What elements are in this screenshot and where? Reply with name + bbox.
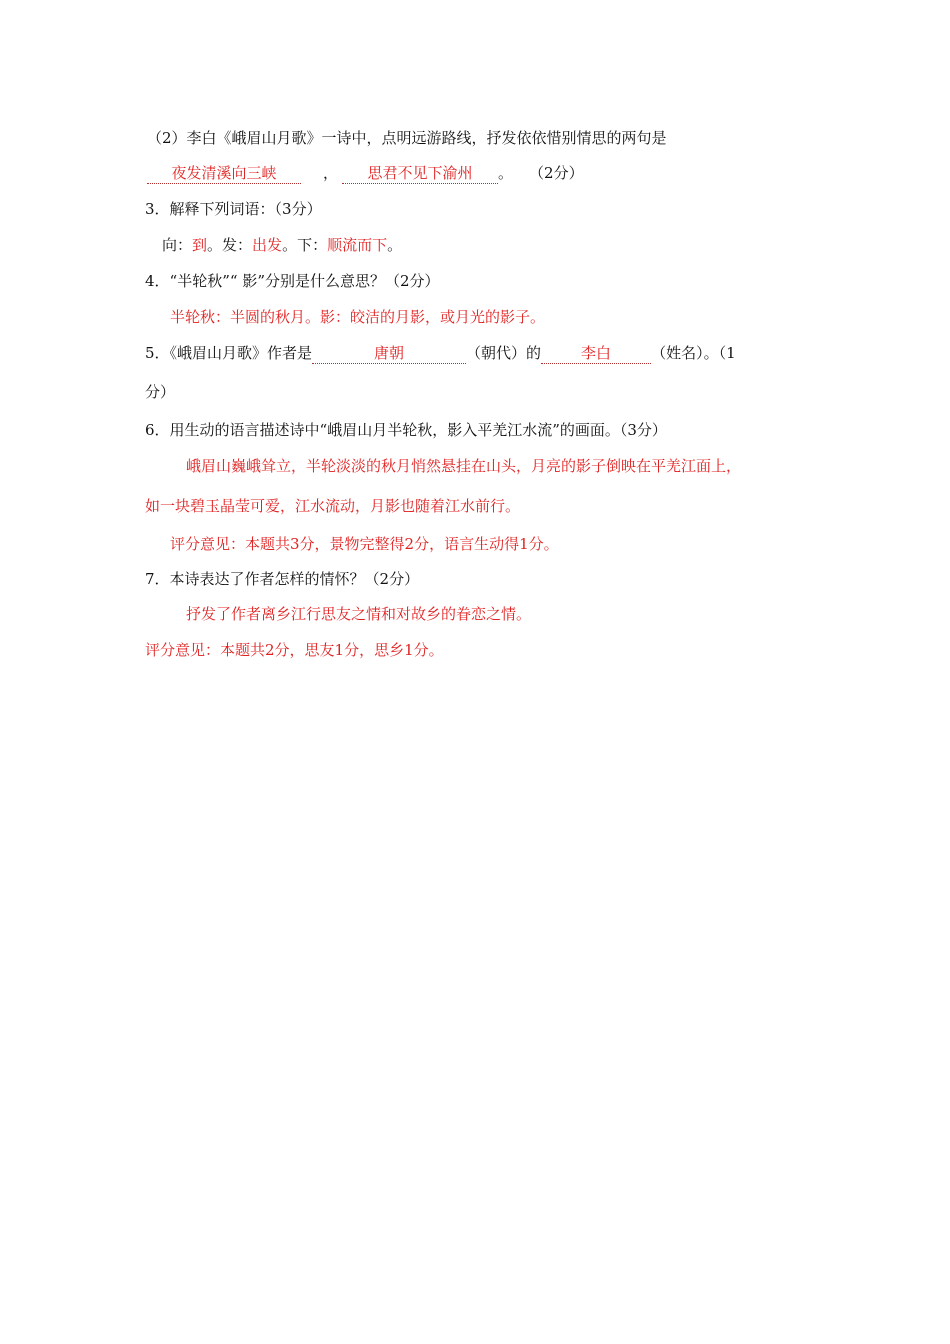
q2-2-answer-line: [147, 163, 584, 184]
q5-mid: （朝代）的: [466, 344, 542, 362]
q5-answer-1: 唐朝: [374, 344, 405, 362]
q5-blank-1: [312, 343, 466, 364]
q6-answer-line-2: 如一块碧玉晶莹可爱，江水流动，月影也随着江水前行。: [145, 497, 521, 515]
q3-end: 。: [387, 236, 403, 254]
q2-2-prompt: （2）李白《峨眉山月歌》一诗中，点明远游路线，抒发依依惜别情思的两句是: [147, 129, 667, 147]
q2-2-separator: ，: [323, 164, 339, 182]
q5-suffix: （姓名）。（1: [651, 344, 736, 362]
q5-prefix: 5．《峨眉山月歌》作者是: [145, 344, 313, 362]
q3-fa-answer: 出发: [252, 236, 283, 254]
q2-2-end: 。: [498, 164, 514, 182]
q7-prompt: 7．本诗表达了作者怎样的情怀？（2分）: [145, 570, 420, 588]
q4-prompt: 4．“半轮秋”“ 影”分别是什么意思？（2分）: [145, 272, 440, 290]
q3-xiang-label: 向：: [162, 236, 193, 254]
q2-2-blank-2: [342, 163, 498, 184]
q7-scoring: 评分意见：本题共2分，思友1分，思乡1分。: [145, 641, 444, 659]
q2-2-answer-1: 夜发清溪向三峡: [171, 164, 277, 182]
q6-scoring: 评分意见：本题共3分，景物完整得2分，语言生动得1分。: [170, 535, 559, 553]
q3-xia-label: 。下：: [282, 236, 328, 254]
q6-answer-line-1: 峨眉山巍峨耸立，半轮淡淡的秋月悄然悬挂在山头，月亮的影子倒映在平羌江面上，: [186, 457, 742, 475]
q3-fa-label: 。发：: [207, 236, 253, 254]
q6-prompt: 6．用生动的语言描述诗中“峨眉山月半轮秋，影入平羌江水流”的画面。（3分）: [145, 421, 667, 439]
q2-2-answer-2: 思君不见下渝州: [367, 164, 473, 182]
q5-blank-2: [541, 343, 651, 364]
q5-answer-2: 李白: [581, 344, 612, 362]
q5-suffix-2: 分）: [145, 383, 176, 401]
q3-prompt: 3．解释下列词语：（3分）: [145, 200, 322, 218]
q2-2-score: （2分）: [529, 164, 584, 182]
q5-line: [145, 343, 736, 364]
q3-xia-answer: 顺流而下: [327, 236, 388, 254]
q2-2-blank-1: [147, 163, 301, 184]
q3-answer-line: [162, 235, 402, 255]
q3-xiang-answer: 到: [192, 236, 208, 254]
q4-answer: 半轮秋：半圆的秋月。影：皎洁的月影，或月光的影子。: [170, 308, 546, 326]
q7-answer: 抒发了作者离乡江行思友之情和对故乡的眷恋之情。: [186, 605, 532, 623]
